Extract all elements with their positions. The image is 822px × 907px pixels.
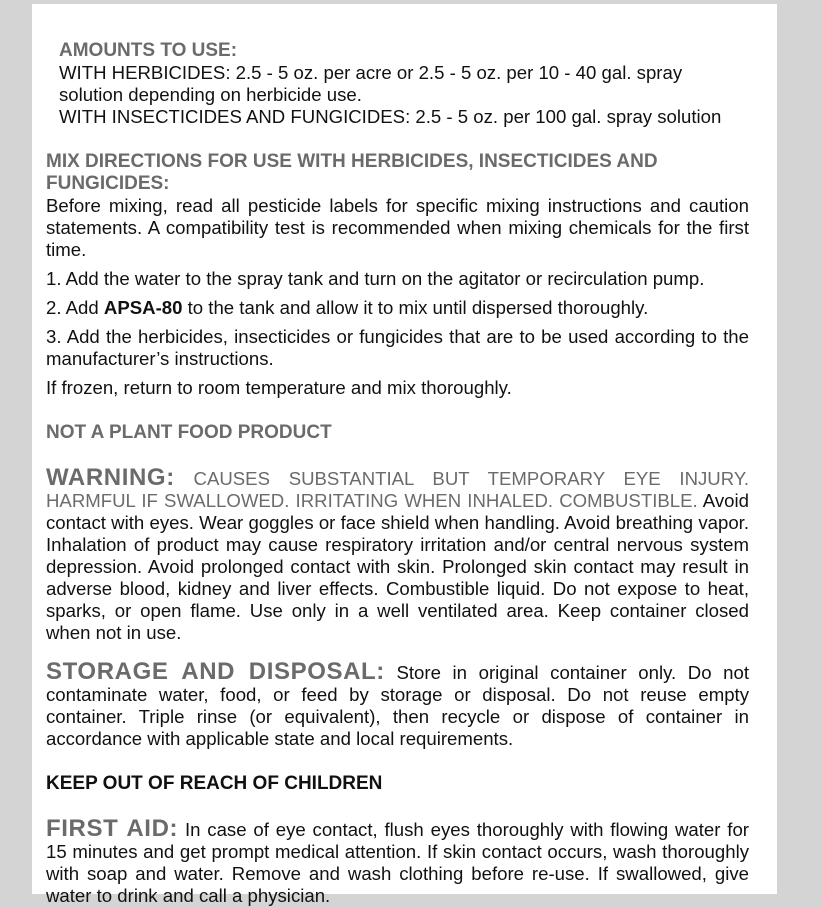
storage-section	[46, 658, 749, 750]
first-aid-heading: FIRST AID:	[46, 815, 179, 842]
keep-out-notice: KEEP OUT OF REACH OF CHILDREN	[46, 773, 383, 794]
mix-frozen-note: If frozen, return to room temperature and mix thoroughly.	[46, 377, 512, 398]
storage-heading: STORAGE AND DISPOSAL:	[46, 658, 385, 685]
mix-intro: Before mixing, read all pesticide labels for specific mixing instructions and caution statements. A compatibility test is recommended when mixing chemicals for the first time.	[46, 195, 749, 260]
mix-step-1: 1. Add the water to the spray tank and turn on the agitator or recirculation pump.	[46, 268, 705, 289]
mix-step-3: 3. Add the herbicides, insecticides or fungicides that are to be used according to the manufacturer’s instructions.	[46, 326, 749, 369]
mix-step-2: 2. Add APSA-80 to the tank and allow it to mix until dispersed thoroughly.	[46, 297, 649, 318]
first-aid-section	[46, 815, 749, 907]
mix-heading: MIX DIRECTIONS FOR USE WITH HERBICIDES, INSECTICIDES AND FUNGICIDES:	[46, 151, 658, 194]
product-name: APSA-80	[103, 297, 183, 318]
mix-section	[46, 151, 749, 399]
warning-section	[46, 464, 749, 644]
amounts-section	[46, 40, 749, 128]
first-aid-body: In case of eye contact, flush eyes thoroughly with flowing water for 15 minutes and get prompt medical attention. If skin contact occurs, wash thoroughly with soap and water. Remove and wash clothing before re-use. If swallowed, give water to drink and call a physician.	[46, 819, 749, 906]
label-content	[46, 40, 749, 907]
warning-heading: WARNING:	[46, 464, 175, 491]
not-plant-food-notice: NOT A PLANT FOOD PRODUCT	[46, 422, 332, 443]
amounts-herbicides: WITH HERBICIDES: 2.5 - 5 oz. per acre or 2.5 - 5 oz. per 10 - 40 gal. spray solution depending on herbicide use.	[59, 62, 683, 105]
amounts-insecticides: WITH INSECTICIDES AND FUNGICIDES: 2.5 - 5 oz. per 100 gal. spray solution	[59, 106, 722, 127]
warning-body: Avoid contact with eyes. Wear goggles or face shield when handling. Avoid breathing vapor. Inhalation of product may cause respiratory irritation and/or central nervous system depression. Avoid prolonged contact with skin. Prolonged skin contact may result in adverse blood, kidney and liver effects. Combustible liquid. Do not expose to heat, sparks, or open flame. Use only in a well ventilated area. Keep container closed when not in use.	[46, 490, 749, 643]
label-page	[32, 4, 777, 906]
warning-caps: CAUSES SUBSTANTIAL BUT TEMPORARY EYE INJURY. HARMFUL IF SWALLOWED. IRRITATING WHEN INHALED. COMBUSTIBLE.	[46, 468, 749, 511]
storage-body: Store in original container only. Do not contaminate water, food, or feed by storage or disposal. Do not reuse empty container. Triple rinse (or equivalent), then recycle or dispose of container in accordance with applicable state and local requirements.	[46, 662, 749, 749]
amounts-heading: AMOUNTS TO USE:	[59, 40, 238, 61]
